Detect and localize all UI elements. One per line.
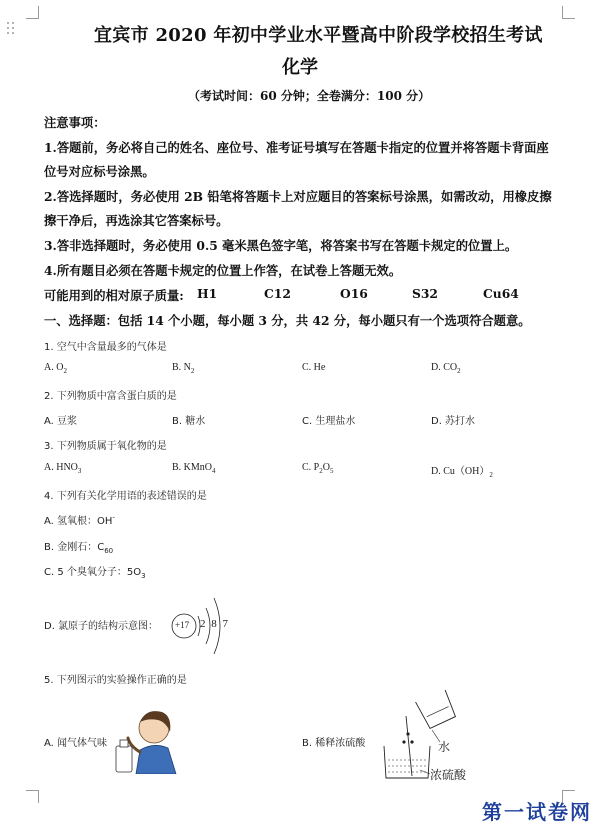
- smelling-gas-illustration: [110, 700, 182, 774]
- note-line: 位号对应标号涂黑。: [44, 164, 155, 179]
- question-5-stem: 5. 下列图示的实验操作正确的是: [44, 675, 187, 686]
- corner-mark-top-left: [26, 6, 39, 19]
- atomic-mass-s: S32: [412, 286, 438, 301]
- exam-info: （考试时间：60 分钟；全卷满分：100 分）: [188, 89, 431, 103]
- exam-title: 宜宾市 2020 年初中学业水平暨高中阶段学校招生考试: [94, 25, 543, 46]
- question-2-stem: 2. 下列物质中富含蛋白质的是: [44, 391, 177, 402]
- q4-option-a: A. 氢氧根：OH-: [44, 513, 115, 527]
- question-3-stem: 3. 下列物质属于氧化物的是: [44, 441, 167, 452]
- q1-option-c: C. He: [302, 362, 326, 373]
- section-heading: 一、选择题：包括 14 个小题，每小题 3 分，共 42 分，每小题只有一个选项符合题意。: [44, 313, 531, 328]
- q1-option-b: B. $N_2$: [172, 362, 195, 375]
- q3-option-d: D. $Cu(OH)_2$: [431, 466, 493, 479]
- corner-mark-bottom-left: [26, 790, 39, 803]
- atomic-mass-label: 可能用到的相对原子质量:: [44, 288, 184, 303]
- q2-option-b: B. 糖水: [172, 416, 206, 427]
- site-watermark: 第一试卷网: [482, 800, 592, 824]
- label-water: 水: [438, 740, 451, 754]
- label-concentrated-sulfuric-acid: 浓硫酸: [430, 768, 467, 782]
- q3-option-a: A. $HNO_3$: [44, 462, 82, 475]
- q2-option-d: D. 苏打水: [431, 416, 476, 427]
- note-line: 4.所有题目必须在答题卡规定的位置上作答，在试卷上答题无效。: [44, 263, 402, 278]
- chlorine-shell-electrons: 2 8 7: [200, 618, 228, 630]
- q1-option-a: A. $O_2$: [44, 362, 67, 375]
- subject-title: 化学: [282, 57, 318, 78]
- q2-option-a: A. 豆浆: [44, 416, 78, 427]
- drag-handle-icon[interactable]: [7, 22, 17, 36]
- chlorine-nucleus-label: +17: [175, 620, 190, 630]
- q4-option-c: C. 5 个臭氧分子：$5O_3$: [44, 567, 146, 580]
- q4-option-d: D. 氯原子的结构示意图：: [44, 621, 159, 632]
- note-line: 擦干净后，再选涂其它答案标号。: [44, 213, 229, 228]
- q4-option-b: B. 金刚石：$C_{60}$: [44, 542, 114, 555]
- note-line: 2.答选择题时，务必使用 2B 铅笔将答题卡上对应题目的答案标号涂黑，如需改动，用橡皮擦: [44, 189, 552, 204]
- q3-option-b: B. KMnO$_4$: [172, 462, 216, 475]
- q3-option-c: C. $P_2O_5$: [302, 462, 334, 475]
- corner-mark-top-right: [562, 6, 575, 19]
- q1-option-d: D. $CO_2$: [431, 362, 461, 375]
- notes-heading: 注意事项：: [44, 115, 106, 130]
- atomic-mass-h: H1: [197, 286, 218, 301]
- q2-option-c: C. 生理盐水: [302, 416, 356, 427]
- note-line: 1.答题前，务必将自己的姓名、座位号、准考证号填写在答题卡指定的位置并将答题卡背面座: [44, 140, 549, 155]
- question-4-stem: 4. 下列有关化学用语的表述错误的是: [44, 491, 207, 502]
- q5-option-a: A. 闻气体气味: [44, 738, 108, 749]
- atomic-mass-o: O16: [340, 286, 368, 301]
- question-1-stem: 1. 空气中含量最多的气体是: [44, 342, 167, 353]
- atomic-mass-c: C12: [264, 286, 291, 301]
- q5-option-b: B. 稀释浓硫酸: [302, 738, 366, 749]
- atomic-mass-cu: Cu64: [483, 286, 519, 301]
- note-line: 3.答非选择题时，务必使用 0.5 毫米黑色签字笔，将答案书写在答题卡规定的位置上。: [44, 238, 518, 253]
